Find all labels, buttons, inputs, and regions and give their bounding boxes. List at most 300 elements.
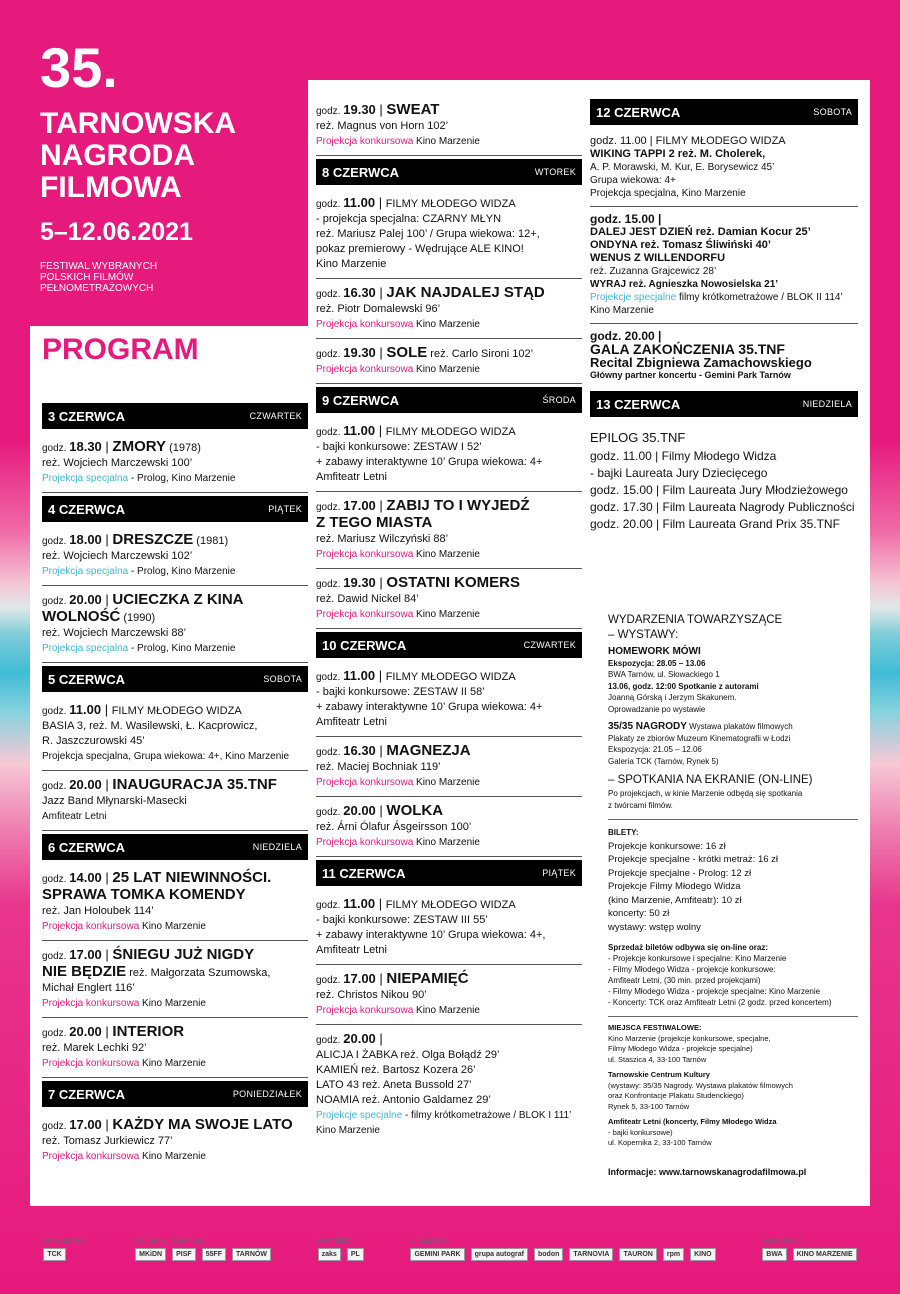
event-line: Grupa wiekowa: 4+ [590,175,676,186]
epilog-section [590,421,858,533]
event-heading-line [42,592,308,609]
event-heading-line [316,896,582,913]
event-title: UCIECZKA Z KINA [112,591,244,608]
weekday-label: ŚRODA [542,395,576,405]
exhibition-title: HOMEWORK MÓWI [608,646,701,657]
event-time: 11.00 [343,896,376,911]
time-prefix: godz. [42,1028,70,1039]
subtitle-line: FESTIWAL WYBRANYCH [40,261,158,272]
exhibition-line: BWA Tarnów, ul. Słowackiego 1 [608,670,720,679]
venue-line: ul. Staszica 4, 33-100 Tarnów [608,1054,707,1064]
event-detail: Jazz Band Młynarski-Masecki [42,795,187,807]
separator: | [375,498,387,513]
event-detail: reż. Jan Holoubek 114’ [42,905,154,917]
event-heading-line [42,870,308,887]
event-title: ŚNIEGU JUŻ NIGDY [112,946,255,963]
event-tag-line [42,919,308,934]
sponsor-logos [410,1248,715,1261]
day-bar [316,159,582,185]
event-title: Z TEGO MIASTA [316,514,433,531]
event-title: MAGNEZJA [386,742,471,759]
event-time: 17.00 [343,971,376,986]
info-link[interactable]: Informacje: www.tarnowskanagrodafilmowa.pl [608,1166,807,1177]
event-tag-line [316,1108,582,1138]
event-tag: Projekcja specjalna [42,643,129,654]
time-prefix: godz. [316,672,344,683]
exhibition-line: Ekspozycja: 28.05 – 13.06 [608,658,706,668]
sponsor-group-label: SPONSORZY: [410,1239,450,1245]
event-line: godz. 11.00 | FILMY MŁODEGO WIDZA [590,135,786,147]
sponsor-group-label: ORGANIZATOR: [43,1239,89,1245]
sales-line: - Filmy Młodego Widza - projekcje konkursowe: [608,965,776,974]
day-label: 6 CZERWCA [48,839,126,855]
sponsor-group-label: WSPÓŁFINANSOWANIE: [135,1239,205,1245]
event-entry [316,417,582,492]
event-tag-line [316,547,582,562]
event-time: 18.00 [69,532,102,547]
separator: | [101,439,113,454]
weekday-label: WTOREK [534,167,576,177]
epilog-line: godz. 17.30 | Film Laureata Nagrody Publiczności [590,500,855,514]
event-time: 17.00 [343,498,376,513]
time-prefix: godz. [316,747,344,758]
event-heading-line [316,498,582,515]
event-time: 17.00 [69,1117,102,1132]
event-title: NIE BĘDZIE [42,963,127,980]
event-tag-line [42,809,308,824]
event-place: - Prolog, Kino Marzenie [128,643,236,654]
sales-line: - Projekcje konkursowe i specjalne: Kino Marzenie [608,954,787,963]
event-heading-line [316,803,582,820]
event-time: 17.00 [69,947,102,962]
time-prefix: godz. [42,1121,70,1132]
event-heading-line [42,1024,308,1041]
exhibition-line: Ekspozycja: 21.05 – 12.06 [608,745,702,754]
ticket-price: Projekcje specjalne - Prolog: 12 zł [608,867,752,879]
exhibitions-heading: – WYSTAWY: [608,629,679,641]
event-entry [316,279,582,339]
sales-line: Amfiteatr Letni, (30 min. przed projekcjami) [608,976,761,985]
event-entry [316,890,582,965]
venue-line: Tarnowskie Centrum Kultury [608,1070,710,1079]
event-tag: Projekcja konkursowa [42,921,140,932]
event-extra: FILMY MŁODEGO WIDZA [385,671,516,683]
event-time: 11.00 [343,668,376,683]
event-detail: reż. Maciej Bochniak 119’ [316,761,441,773]
day-bar [590,99,858,125]
event-detail: - bajki konkursowe: ZESTAW III 55’ [316,914,488,926]
time-prefix: godz. [316,1035,344,1046]
epilog-line: godz. 11.00 | Filmy Młodego Widza [590,449,777,463]
event-entry [316,96,582,156]
event-heading-line [316,195,582,212]
day-label: 4 CZERWCA [48,501,126,517]
event-detail: KAMIEŃ reż. Bartosz Kozera 26’ [316,1064,476,1076]
event-extra: (1990) [120,612,156,624]
meetings-line: z twórcami filmów. [608,800,673,810]
event-entry [316,662,582,737]
event-entry [42,1111,308,1170]
event-tag-line [316,607,582,622]
event-place: Kino Marzenie [413,136,480,147]
sponsor-logo: PISF [172,1248,196,1261]
edition-number: 35. [40,36,118,99]
event-time: 20.00 [343,1031,376,1046]
event-detail: reż. Mariusz Palej 100’ / Grupa wiekowa: 12+, [316,228,540,240]
event-heading-line [316,668,582,685]
event-place: - filmy krótkometrażowe / BLOK I 111’ Kino Marzenie [316,1110,571,1136]
epilog-line: - bajki Laureata Jury Dziecięcego [590,466,768,480]
time-prefix: godz. [42,951,70,962]
event-heading-line [316,515,582,532]
meetings-line: Po projekcjach, w kinie Marzenie odbędą się spotkania [608,789,803,798]
separator: | [101,1024,113,1039]
event-time: 16.30 [343,285,376,300]
event-heading-line [42,964,308,981]
separator: | [375,896,386,911]
event-place: Kino Marzenie [139,1058,206,1069]
festival-subtitle [40,261,210,294]
event-detail: reż. Árni Ólafur Ásgeirsson 100’ [316,821,472,833]
festival-header [40,36,280,294]
event-detail: Michał Englert 116’ [42,982,135,994]
event-tag: Projekcja konkursowa [316,777,414,788]
venues-section [608,1016,858,1149]
event-tag-line [42,564,308,579]
separator: | [375,195,386,210]
event-tag: Projekcja konkursowa [316,136,414,147]
exhibition-line: Joanną Górską i Jerzym Skakunem. [608,693,737,702]
event-tag-line [316,317,582,332]
exhibition-line: Plakaty ze zbiorów Muzeum Kinematografii w Łodzi [608,733,791,743]
sponsor-group [410,1239,715,1261]
separator: | [375,743,387,758]
event-tag-line [42,1056,308,1071]
sponsors-strip [0,1230,900,1270]
separator: | [375,423,386,438]
event-detail: Amfiteatr Letni [316,944,387,956]
event-tag-line [316,775,582,790]
sales-section [608,942,858,1008]
time-prefix: godz. [42,596,70,607]
sponsor-logo: 55FF [202,1248,226,1261]
exhibition-2 [608,721,858,733]
weekday-label: SOBOTA [263,674,302,684]
event-heading-line [42,609,308,626]
event-detail: R. Jaszczurowski 45’ [42,735,145,747]
event-line: WIKING TAPPI 2 reż. M. Cholerek, [590,148,766,160]
event-place: Amfiteatr Letni [42,811,107,822]
event-detail: reż. Mariusz Wilczyński 88’ [316,533,449,545]
event-line: ONDYNA reż. Tomasz Śliwiński 40’ [590,239,771,251]
exhibition-line: Wystawa plakatów filmowych [689,722,793,731]
sponsor-logo: TCK [43,1248,65,1261]
event-place: filmy krótkometrażowe / BLOK II 114’ [676,292,843,303]
venue-line: Rynek 5, 33-100 Tarnów [608,1101,690,1111]
event-detail: LATO 43 reż. Aneta Bussold 27’ [316,1079,472,1091]
event-time: 19.30 [343,345,376,360]
event-heading-line [42,532,308,549]
ticket-price: koncerty: 50 zł [608,908,670,919]
event-title: INTERIOR [112,1023,185,1040]
event-tag: Projekcja konkursowa [42,1151,140,1162]
event-extra: (1978) [166,442,201,454]
event-line: godz. 20.00 | [590,329,662,343]
event-heading-line [42,887,308,904]
subtitle-line: POLSKICH FILMÓW [40,272,134,283]
event-entry [316,569,582,629]
day-bar [316,632,582,658]
sponsor-logo: KINO [690,1248,716,1261]
venues-heading: MIEJSCA FESTIWALOWE: [608,1023,702,1032]
event-heading-line [42,947,308,964]
event-entry [316,339,582,384]
event-time: 11.00 [69,702,102,717]
sponsor-logos [318,1248,364,1261]
event-time: 20.00 [343,803,376,818]
sponsor-group [43,1239,88,1261]
event-heading-line [316,971,582,988]
event-title: KAŻDY MA SWOJE LATO [112,1116,293,1133]
event-detail: reż. Piotr Domalewski 96’ [316,303,441,315]
event-entry [590,207,858,324]
sponsor-logo: rpm [663,1248,684,1261]
event-entry [316,797,582,857]
event-line: reż. Zuzanna Grajcewicz 28’ [590,266,717,277]
event-title: WOLKA [386,802,444,819]
event-time: 20.00 [69,777,102,792]
event-title: SOLE [386,344,428,361]
sales-line: - Filmy Młodego Widza - projekcje specjalne: Kino Marzenie [608,987,821,996]
time-prefix: godz. [316,106,344,117]
sponsor-group [135,1239,271,1261]
time-prefix: godz. [316,807,344,818]
weekday-label: PONIEDZIAŁEK [232,1089,302,1099]
event-entry [590,324,858,388]
event-line: Recital Zbigniewa Zamachowskiego [590,355,812,370]
venue-line: Amfiteatr Letni (koncerty, Filmy Młodego Widza [608,1117,777,1126]
festival-name [40,108,280,204]
day-bar [42,834,308,860]
event-entry [42,526,308,586]
event-title: 25 LAT NIEWINNOŚCI. [112,869,272,886]
day-bar [42,666,308,692]
event-tag: Projekcja konkursowa [42,1058,140,1069]
epilog-line: godz. 15.00 | Film Laureata Jury Młodzieżowego [590,483,848,497]
sales-heading: Sprzedaż biletów odbywa się on-line oraz: [608,943,769,952]
event-tag-line [316,362,582,377]
event-title: ZMORY [112,438,167,455]
event-entry [42,696,308,771]
weekday-label: PIĄTEK [542,868,576,878]
event-tag-line [316,1003,582,1018]
sponsor-logos [762,1248,856,1261]
event-detail: ALICJA I ŻABKA reż. Olga Bołądź 29’ [316,1049,500,1061]
day-bar [590,391,858,417]
event-title: DRESZCZE [112,531,194,548]
program-heading: PROGRAM [42,333,199,366]
separator: | [101,947,113,962]
event-line: Główny partner koncertu - Gemini Park Tarnów [590,370,791,380]
subtitle-line: PEŁNOMETRAŻOWYCH [40,283,154,294]
event-place: Kino Marzenie [413,837,480,848]
event-entry [316,492,582,569]
event-time: 19.30 [343,102,376,117]
sponsor-group [762,1239,856,1261]
event-title: INAUGURACJA 35.TNF [112,776,277,793]
exhibition-title: 35/35 NAGRODY [608,721,687,732]
weekday-label: PIĄTEK [268,504,302,514]
event-detail: + zabawy interaktywne 10’ Grupa wiekowa: 4+ [316,456,543,468]
separator: | [101,777,113,792]
event-time: 18.30 [69,439,102,454]
event-detail: NOAMIA reż. Antonio Galdamez 29’ [316,1094,491,1106]
sponsor-logo: MKiDN [135,1248,166,1261]
event-tag-line [316,134,582,149]
venue-line: oraz Konfrontacje Plakatu Studenckiego) [608,1091,744,1100]
event-entry [42,864,308,941]
event-detail: - bajki konkursowe: ZESTAW II 58’ [316,686,485,698]
event-tag-line [316,835,582,850]
event-time: 20.00 [69,592,102,607]
sponsor-logos [43,1248,88,1261]
event-title: NIEPAMIĘĆ [386,970,469,987]
event-heading-line [42,439,308,456]
separator: | [101,532,113,547]
time-prefix: godz. [42,874,70,885]
time-prefix: godz. [316,289,344,300]
event-time: 11.00 [343,423,376,438]
day-label: 3 CZERWCA [48,408,126,424]
event-entry [42,433,308,493]
event-tag: Projekcja konkursowa [316,319,414,330]
event-heading-line [316,102,582,119]
event-detail: reż. Christos Nikou 90’ [316,989,427,1001]
event-extra: FILMY MŁODEGO WIDZA [385,899,516,911]
event-extra: (1981) [193,535,229,547]
event-extra: FILMY MŁODEGO WIDZA [385,198,516,210]
name-line: NAGRODA [40,139,195,172]
event-tag: Projekcja konkursowa [316,1005,414,1016]
venue-line: - bajki konkursowe) [608,1127,673,1137]
day-label: 8 CZERWCA [322,164,400,180]
separator: | [375,668,386,683]
event-heading-line [316,1031,582,1048]
time-prefix: godz. [316,199,344,210]
sponsor-logo: BWA [762,1248,786,1261]
ticket-price: Projekcje specjalne - krótki metraż: 16 zł [608,854,779,865]
event-entry [316,965,582,1025]
event-tag-line [42,996,308,1011]
event-tag: Projekcje specjalne [590,292,677,303]
sponsor-group-label: WSPÓŁPRACA: [762,1239,807,1245]
event-place: Kino Marzenie [413,549,480,560]
event-time: 20.00 [69,1024,102,1039]
epilog-line: godz. 20.00 | Film Laureata Grand Prix 35.TNF [590,517,840,531]
sponsor-logo: PL [347,1248,364,1261]
day-label: 13 CZERWCA [596,396,681,412]
day-bar [42,496,308,522]
event-place: - Prolog, Kino Marzenie [128,566,236,577]
event-heading-line [42,702,308,719]
event-line: Projekcja specjalna, Kino Marzenie [590,188,746,199]
event-place: Kino Marzenie [413,1005,480,1016]
time-prefix: godz. [316,427,344,438]
separator: | [375,102,387,117]
event-entry [42,771,308,831]
event-place: Kino Marzenie [413,777,480,788]
ticket-price: Projekcje Filmy Młodego Widza [608,881,741,892]
time-prefix: godz. [316,900,344,911]
event-detail: reż. Wojciech Marczewski 88’ [42,627,187,639]
separator: | [101,592,113,607]
separator: | [375,575,387,590]
day-label: 10 CZERWCA [322,637,407,653]
time-prefix: godz. [42,536,70,547]
exhibition-line: 13.06, godz. 12:00 Spotkanie z autorami [608,681,759,691]
event-entry [42,586,308,663]
tickets-heading: BILETY: [608,828,639,837]
event-extra: reż. Carlo Sironi 102’ [427,348,534,360]
event-line: GALA ZAKOŃCZENIA 35.TNF [590,341,785,357]
event-time: 19.30 [343,575,376,590]
event-detail: reż. Marek Lechki 92’ [42,1042,147,1054]
time-prefix: godz. [42,781,70,792]
time-prefix: godz. [316,975,344,986]
sponsor-logo: TARNÓW [232,1248,271,1261]
event-detail: + zabawy interaktywne 10’ Grupa wiekowa: 4+ [316,701,543,713]
event-tag-line [42,641,308,656]
sponsor-logo: TAURON [619,1248,656,1261]
event-title: SWEAT [386,101,440,118]
event-place: Projekcja specjalna, Grupa wiekowa: 4+, Kino Marzenie [42,751,290,762]
day-bar [316,860,582,886]
time-prefix: godz. [42,706,70,717]
event-tag-line [42,749,308,764]
day-label: 7 CZERWCA [48,1086,126,1102]
event-entry [42,1018,308,1078]
event-title: SPRAWA TOMKA KOMENDY [42,886,246,903]
event-detail: + zabawy interaktywne 10’ Grupa wiekowa: 4+, [316,929,546,941]
event-heading-line [42,1117,308,1134]
sponsor-logos [135,1248,271,1261]
event-detail: - bajki konkursowe: ZESTAW I 52’ [316,441,482,453]
event-line: godz. 15.00 | [590,212,662,226]
schedule-column-2 [316,96,582,1144]
venue-line: ul. Kopernika 2, 33-100 Tarnów [608,1138,712,1147]
venue-line: Filmy Młodego Widza - projekcje specjalne) [608,1044,753,1053]
sponsor-group-label: PARTNERZY: [317,1239,355,1245]
event-heading-line [316,575,582,592]
event-detail: - projekcja specjalna: CZARNY MŁYN [316,213,502,225]
festival-dates: 5–12.06.2021 [40,218,193,246]
side-events-heading: WYDARZENIA TOWARZYSZĄCE [608,614,783,626]
event-tag-line [590,291,858,304]
sales-line: - Koncerty: TCK oraz Amfiteatr Letni (2 godz. przed koncertem) [608,998,832,1007]
meetings-heading: – SPOTKANIA NA EKRANIE (ON-LINE) [608,774,813,786]
event-title: ZABIJ TO I WYJEDŹ [386,497,530,514]
name-line: TARNOWSKA [40,107,237,140]
event-time: 14.00 [69,870,102,885]
event-detail: pokaz premierowy - Wędrujące ALE KINO! [316,243,524,255]
event-place: Kino Marzenie [413,319,480,330]
ticket-price: (kino Marzenie, Amfiteatr): 10 zł [608,894,742,906]
event-time: 16.30 [343,743,376,758]
event-time: 11.00 [343,195,376,210]
day-bar [42,1081,308,1107]
time-prefix: godz. [42,443,70,454]
event-entry [316,189,582,279]
